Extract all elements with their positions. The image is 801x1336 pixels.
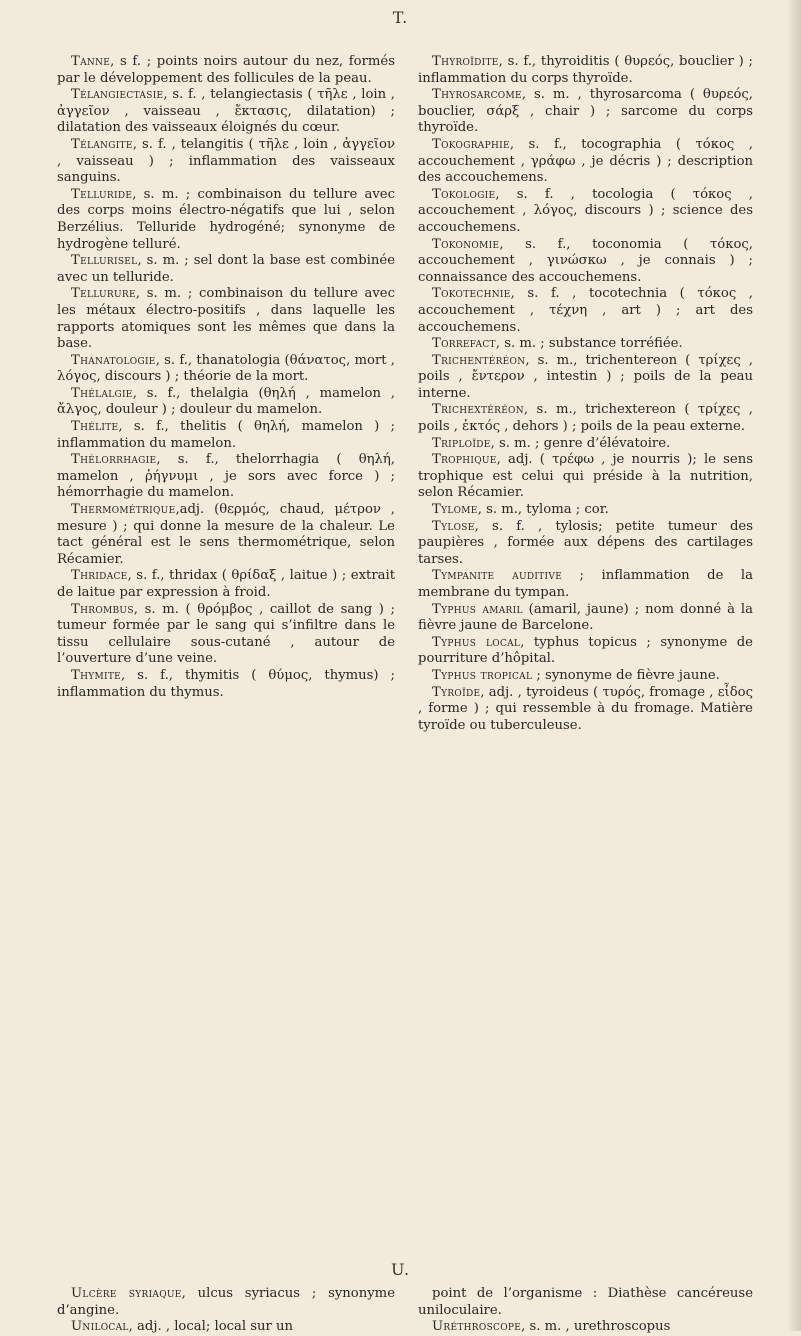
dictionary-entry bbox=[418, 54, 753, 87]
dictionary-entry bbox=[57, 386, 395, 419]
entry-headword: Tanne bbox=[71, 54, 111, 69]
entry-headword: Tellurure bbox=[71, 286, 136, 302]
entry-headword: Télangite bbox=[71, 136, 133, 152]
entry-definition: , s. f., thelitis ( θηλή, mamelon ) ; inflammation du mamelon. bbox=[57, 419, 395, 451]
entry-definition: ,adj. (θερμός, chaud, μέτρον , mesure ) ; qui donne la mesure de la chaleur. Le tact général est le sens thermométrique, selon Récamier. bbox=[57, 502, 395, 567]
dictionary-entry bbox=[57, 87, 395, 137]
entry-headword: Thermométrique bbox=[71, 502, 176, 518]
column-u-left bbox=[57, 1286, 395, 1336]
dictionary-entry bbox=[57, 502, 395, 568]
dictionary-entry bbox=[418, 452, 753, 502]
entry-headword: Typhus tropical bbox=[432, 667, 533, 683]
entry-headword: Tyroïde bbox=[432, 684, 481, 700]
dictionary-entry bbox=[418, 187, 753, 237]
entry-headword: Thridace bbox=[71, 568, 128, 584]
dictionary-entry bbox=[418, 336, 753, 353]
entry-definition: , s. f., toconomia ( τόκος, accouchement , γινώσκω , je connais ) ; connaissance des accouchemens. bbox=[418, 236, 753, 285]
entry-headword: Thyroïdite bbox=[432, 54, 499, 69]
entry-headword: Thyrosarcome bbox=[432, 87, 522, 103]
page-edge-shadow bbox=[787, 0, 801, 1331]
entry-definition: , s. f., thelorrhagia ( θηλή, mamelon , ῥήγνυμι , je sors avec force ) ; hémorrhagie du mamelon. bbox=[57, 452, 395, 501]
dictionary-entry bbox=[418, 635, 753, 668]
entry-headword: Thélorrhagie bbox=[71, 452, 157, 468]
entry-definition: , ulcus syriacus ; synonyme d’angine. bbox=[57, 1286, 395, 1318]
dictionary-entry bbox=[418, 436, 753, 453]
dictionary-entry bbox=[57, 602, 395, 668]
entry-definition: , s. m. ; substance torréfiée. bbox=[495, 336, 683, 352]
entry-headword: Trichentéréon bbox=[432, 352, 526, 368]
dictionary-entry bbox=[57, 54, 395, 87]
entry-headword: Ulcère syriaque bbox=[71, 1286, 182, 1301]
entry-headword: Tylome bbox=[432, 502, 478, 518]
entry-definition: , s. m., tyloma ; cor. bbox=[477, 502, 609, 518]
dictionary-entry bbox=[418, 353, 753, 403]
entry-definition: , s. f. , telangiectasis ( τῆλε , loin , ἀγγεῖον , vaisseau , ἔκτασις, dilatation) ; dilatation des vaisseaux éloignés du cœur. bbox=[57, 87, 395, 136]
entry-definition: , s. f., thyroiditis ( θυρεός, bouclier ) ; inflammation du corps thyroïde. bbox=[418, 54, 753, 86]
dictionary-entry bbox=[57, 137, 395, 187]
dictionary-entry bbox=[418, 402, 753, 435]
entry-definition: , s. m. ( θρόμβος , caillot de sang ) ; tumeur formée par le sang qui s’infiltre dans le tissu cellulaire sous-cutané , autour de l’ouverture d’une veine. bbox=[57, 601, 395, 667]
entry-headword: Typhus amaril bbox=[432, 601, 523, 617]
dictionary-entry bbox=[418, 137, 753, 187]
entry-headword: Tylose bbox=[432, 518, 475, 534]
dictionary-entry bbox=[418, 519, 753, 569]
dictionary-entry bbox=[418, 1286, 753, 1319]
entry-headword: Unilocal bbox=[71, 1319, 129, 1335]
dictionary-entry bbox=[418, 685, 753, 735]
dictionary-entry bbox=[57, 452, 395, 502]
entry-definition: , s. m. , urethroscopus bbox=[521, 1319, 671, 1335]
entry-headword: Thrombus bbox=[71, 601, 134, 617]
dictionary-entry bbox=[418, 502, 753, 519]
dictionary-entry bbox=[418, 87, 753, 137]
dictionary-entry bbox=[418, 237, 753, 287]
entry-definition: , s. f., thridax ( θρίδαξ , laitue ) ; extrait de laitue par expression à froid. bbox=[57, 568, 395, 600]
entry-definition: , s. f., thymitis ( θύμος, thymus) ; inflammation du thymus. bbox=[57, 667, 395, 700]
entry-definition: , adj. , tyroideus ( τυρός, fromage , εἶδος , forme ) ; qui ressemble à du fromage. Matière tyroïde ou tuberculeuse. bbox=[418, 684, 753, 733]
dictionary-entry bbox=[418, 568, 753, 601]
entry-headword: Trichextéréon bbox=[432, 402, 524, 418]
entry-definition: , s f. ; points noirs autour du nez, formés par le développement des follicules de la peau. bbox=[57, 54, 395, 86]
entry-definition: , s. m., trichentereon ( τρίχες , poils , ἔντερον , intestin ) ; poils de la peau interne. bbox=[418, 352, 753, 401]
entry-headword: Typhus local bbox=[432, 634, 521, 650]
column-u-right bbox=[418, 1286, 753, 1336]
dictionary-entry bbox=[57, 187, 395, 253]
section-letter-u: U. bbox=[390, 1260, 411, 1279]
entry-definition: , s. f., tocographia ( τόκος , accouchement , γράφω , je décris ) ; description des accouchemens. bbox=[418, 136, 753, 186]
dictionary-entry bbox=[418, 1319, 753, 1336]
entry-definition: , s. m. ; sel dont la base est combinée avec un telluride. bbox=[57, 253, 395, 285]
entry-definition: (amaril, jaune) ; nom donné à la fièvre jaune de Barcelone. bbox=[418, 601, 753, 634]
entry-definition: , s. f. , tylosis; petite tumeur des paupières , formée aux dépens des cartilages tarses. bbox=[418, 518, 753, 567]
dictionary-entry bbox=[57, 568, 395, 601]
entry-headword: Tokotechnie bbox=[432, 286, 511, 302]
entry-definition: , s. f. , tocologia ( τόκος , accouchement , λόγος, discours ) ; science des accouchemens. bbox=[418, 186, 753, 235]
entry-definition: , s. m. ; combinaison du tellure avec les métaux électro-positifs , dans laquelle les rapports atomiques sont les mêmes que dans la base. bbox=[57, 286, 395, 352]
section-letter-t: T. bbox=[392, 8, 409, 27]
dictionary-entry bbox=[57, 1286, 395, 1319]
entry-definition: , s. f. , telangitis ( τῆλε , loin , ἀγγεῖον , vaisseau ) ; inflammation des vaisseaux sanguins. bbox=[57, 136, 395, 186]
entry-definition: ; synonyme de fièvre jaune. bbox=[532, 667, 720, 683]
entry-headword: Tellurisel bbox=[71, 253, 138, 269]
entry-headword: Uréthroscope bbox=[432, 1319, 522, 1335]
dictionary-entry bbox=[418, 668, 753, 685]
entry-definition: point de l’organisme : Diathèse cancéreuse uniloculaire. bbox=[418, 1286, 753, 1318]
entry-definition: , s. m. ; combinaison du tellure avec des corps moins électro-négatifs que lui , selon Berzélius. Telluride hydrogéné; synonyme de hydrogène telluré. bbox=[57, 186, 395, 252]
entry-headword: Tokologie bbox=[432, 186, 496, 202]
entry-headword: Torrefact bbox=[432, 336, 496, 352]
dictionary-entry bbox=[57, 253, 395, 286]
entry-headword: Thélalgie bbox=[71, 385, 133, 401]
dictionary-entry bbox=[57, 353, 395, 386]
entry-definition: , s. m. ; genre d’élévatoire. bbox=[490, 435, 671, 451]
entry-headword: Trophique bbox=[432, 452, 497, 468]
entry-definition: , s. m. , thyrosarcoma ( θυρεός, bouclier, σάρξ , chair ) ; sarcome du corps thyroïde. bbox=[418, 87, 753, 136]
entry-headword: Tokographie bbox=[432, 136, 510, 152]
entry-definition: , s. m., trichextereon ( τρίχες , poils , ἐκτός , dehors ) ; poils de la peau externe. bbox=[418, 402, 753, 435]
dictionary-entry bbox=[57, 286, 395, 352]
entry-definition: , typhus topicus ; synonyme de pourriture d’hôpital. bbox=[418, 634, 753, 667]
entry-definition: , s. f., thelalgia (θηλή , mamelon , ἄλγος, douleur ) ; douleur du mamelon. bbox=[57, 385, 395, 418]
entry-headword: Telluride bbox=[71, 186, 133, 202]
entry-headword: Tympanite auditive bbox=[432, 568, 563, 584]
entry-definition: ; inflammation de la membrane du tympan. bbox=[418, 568, 753, 600]
entry-headword: Thanatologie bbox=[71, 352, 156, 368]
dictionary-entry bbox=[57, 668, 395, 701]
entry-headword: Tokonomie bbox=[432, 236, 500, 252]
entry-definition: , s. f. , tocotechnia ( τόκος , accouchement , τέχνη , art ) ; art des accouchemens. bbox=[418, 286, 753, 335]
entry-definition: , adj. , local; local sur un bbox=[128, 1319, 294, 1335]
column-t-left bbox=[57, 54, 395, 701]
entry-headword: Thélite bbox=[71, 419, 119, 435]
dictionary-entry bbox=[57, 1319, 395, 1336]
column-t-right bbox=[418, 54, 753, 734]
entry-definition: , s. f., thanatologia (θάνατος, mort , λόγος, discours ) ; théorie de la mort. bbox=[57, 352, 395, 385]
entry-headword: Télangiectasie bbox=[71, 87, 164, 103]
entry-headword: Thymite bbox=[71, 667, 122, 683]
dictionary-entry bbox=[418, 286, 753, 336]
dictionary-entry bbox=[57, 419, 395, 452]
entry-headword: Triploïde bbox=[432, 435, 491, 451]
entry-definition: , adj. ( τρέφω , je nourris ); le sens trophique est celui qui préside à la nutrition, selon Récamier. bbox=[418, 452, 753, 501]
dictionary-entry bbox=[418, 602, 753, 635]
